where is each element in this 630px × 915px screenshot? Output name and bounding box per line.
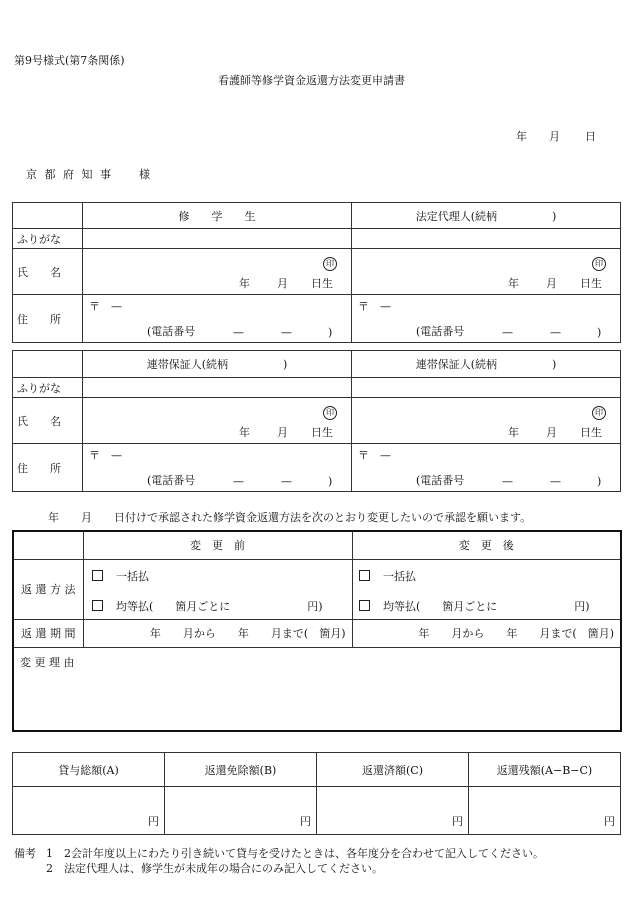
lump-sum-label: 一括払 <box>116 569 149 583</box>
amount-table <box>12 752 621 835</box>
guarantor2-furigana-field[interactable] <box>352 378 621 398</box>
birth-year: 年 <box>239 277 250 290</box>
form-title: 看護師等修学資金返還方法変更申請書 <box>218 74 405 87</box>
yen-unit: 円 <box>300 815 311 828</box>
corner-cell <box>13 203 83 229</box>
birth-month: 月 <box>546 277 557 290</box>
phone-open: (電話番号 <box>147 474 196 487</box>
lump-sum-label: 一括払 <box>383 569 416 583</box>
student-address-field[interactable] <box>83 295 352 343</box>
header-student: 修 学 生 <box>83 203 352 229</box>
guarantor2-name-field[interactable] <box>352 398 621 444</box>
equal-installment-label: 均等払( 箇月ごとに 円) <box>383 599 590 613</box>
guarantor1-name-field[interactable] <box>83 398 352 444</box>
date-day: 日 <box>585 130 596 143</box>
name-label: 氏 名 <box>13 249 83 295</box>
birth-month: 月 <box>277 277 288 290</box>
guarantor1-furigana-field[interactable] <box>83 378 352 398</box>
phone-dash: — <box>281 475 292 488</box>
phone-dash: — <box>233 475 244 488</box>
header-exempt-amount: 返還免除額(B) <box>165 753 317 787</box>
notes-label: 備考 <box>14 847 36 860</box>
phone-dash: — <box>550 326 561 339</box>
student-name-field[interactable] <box>83 249 352 295</box>
equal-installment-checkbox[interactable] <box>92 600 103 611</box>
rep-furigana-field[interactable] <box>352 229 621 249</box>
method-label: 返 還 方 法 <box>13 559 83 619</box>
guarantor-table <box>12 350 621 492</box>
corner-cell <box>13 531 83 559</box>
phone-dash: — <box>550 475 561 488</box>
seal-icon: 印 <box>323 406 337 420</box>
seal-icon: 印 <box>592 406 606 420</box>
postal-mark: 〒 — <box>358 300 391 313</box>
equal-installment-label: 均等払( 箇月ごとに 円) <box>116 599 323 613</box>
birth-year: 年 <box>239 426 250 439</box>
request-statement: 年 月 日付けで承認された修学資金返還方法を次のとおり変更したいので承認を願います。 <box>48 511 532 524</box>
period-label: 返 還 期 間 <box>13 619 83 647</box>
name-label: 氏 名 <box>13 398 83 444</box>
guarantor2-address-field[interactable] <box>352 444 621 492</box>
postal-mark: 〒 — <box>358 449 391 462</box>
before-period-field[interactable]: 年 月から 年 月まで( 箇月) <box>83 619 352 647</box>
form-number: 第9号様式(第7条関係) <box>14 54 125 67</box>
address-label: 住 所 <box>13 444 83 492</box>
birth-day: 日生 <box>580 277 602 290</box>
date-month: 月 <box>549 130 560 143</box>
phone-open: (電話番号 <box>147 325 196 338</box>
guarantor1-address-field[interactable] <box>83 444 352 492</box>
furigana-label: ふりがな <box>13 229 83 249</box>
phone-dash: — <box>502 475 513 488</box>
phone-dash: — <box>233 326 244 339</box>
header-guarantor-1: 連帯保証人(続柄 ) <box>83 351 352 378</box>
address-label: 住 所 <box>13 295 83 343</box>
birth-year: 年 <box>508 277 519 290</box>
phone-dash: — <box>502 326 513 339</box>
phone-close: ) <box>597 475 602 488</box>
phone-close: ) <box>597 326 602 339</box>
addressee: 京 都 府 知 事 様 <box>26 168 152 181</box>
applicant-table <box>12 202 621 343</box>
phone-dash: — <box>281 326 292 339</box>
seal-icon: 印 <box>323 257 337 271</box>
rep-address-field[interactable] <box>352 295 621 343</box>
postal-mark: 〒 — <box>89 449 122 462</box>
exempt-amount-field[interactable] <box>165 787 317 835</box>
repaid-amount-field[interactable] <box>317 787 469 835</box>
furigana-label: ふりがな <box>13 378 83 398</box>
student-furigana-field[interactable] <box>83 229 352 249</box>
lump-sum-checkbox[interactable] <box>359 570 370 581</box>
phone-open: (電話番号 <box>416 325 465 338</box>
loan-total-field[interactable] <box>13 787 165 835</box>
note-item: 2 法定代理人は、修学生が未成年の場合にのみ記入してください。 <box>46 862 383 875</box>
birth-day: 日生 <box>311 277 333 290</box>
reason-field[interactable] <box>13 647 621 731</box>
postal-mark: 〒 — <box>89 300 122 313</box>
corner-cell <box>13 351 83 378</box>
header-legal-rep: 法定代理人(続柄 ) <box>352 203 621 229</box>
phone-open: (電話番号 <box>416 474 465 487</box>
lump-sum-checkbox[interactable] <box>92 570 103 581</box>
header-guarantor-2: 連帯保証人(続柄 ) <box>352 351 621 378</box>
header-loan-total: 貸与総額(A) <box>13 753 165 787</box>
yen-unit: 円 <box>148 815 159 828</box>
phone-close: ) <box>328 326 333 339</box>
note-item: 1 2会計年度以上にわたり引き続いて貸与を受けたときは、各年度分を合わせて記入してください。 <box>46 847 544 860</box>
header-repaid-amount: 返還済額(C) <box>317 753 469 787</box>
birth-day: 日生 <box>311 426 333 439</box>
birth-year: 年 <box>508 426 519 439</box>
birth-month: 月 <box>546 426 557 439</box>
phone-close: ) <box>328 475 333 488</box>
date-year: 年 <box>516 130 527 143</box>
header-after: 変 更 後 <box>352 531 621 559</box>
birth-month: 月 <box>277 426 288 439</box>
after-period-field[interactable]: 年 月から 年 月まで( 箇月) <box>352 619 621 647</box>
before-method-field <box>83 559 352 619</box>
remaining-amount-field[interactable] <box>469 787 621 835</box>
equal-installment-checkbox[interactable] <box>359 600 370 611</box>
header-remaining-amount: 返還残額(A−B−C) <box>469 753 621 787</box>
change-table <box>12 530 622 732</box>
after-method-field <box>352 559 621 619</box>
rep-name-field[interactable] <box>352 249 621 295</box>
seal-icon: 印 <box>592 257 606 271</box>
yen-unit: 円 <box>604 815 615 828</box>
header-before: 変 更 前 <box>83 531 352 559</box>
reason-label: 変 更 理 由 <box>20 655 75 669</box>
birth-day: 日生 <box>580 426 602 439</box>
yen-unit: 円 <box>452 815 463 828</box>
